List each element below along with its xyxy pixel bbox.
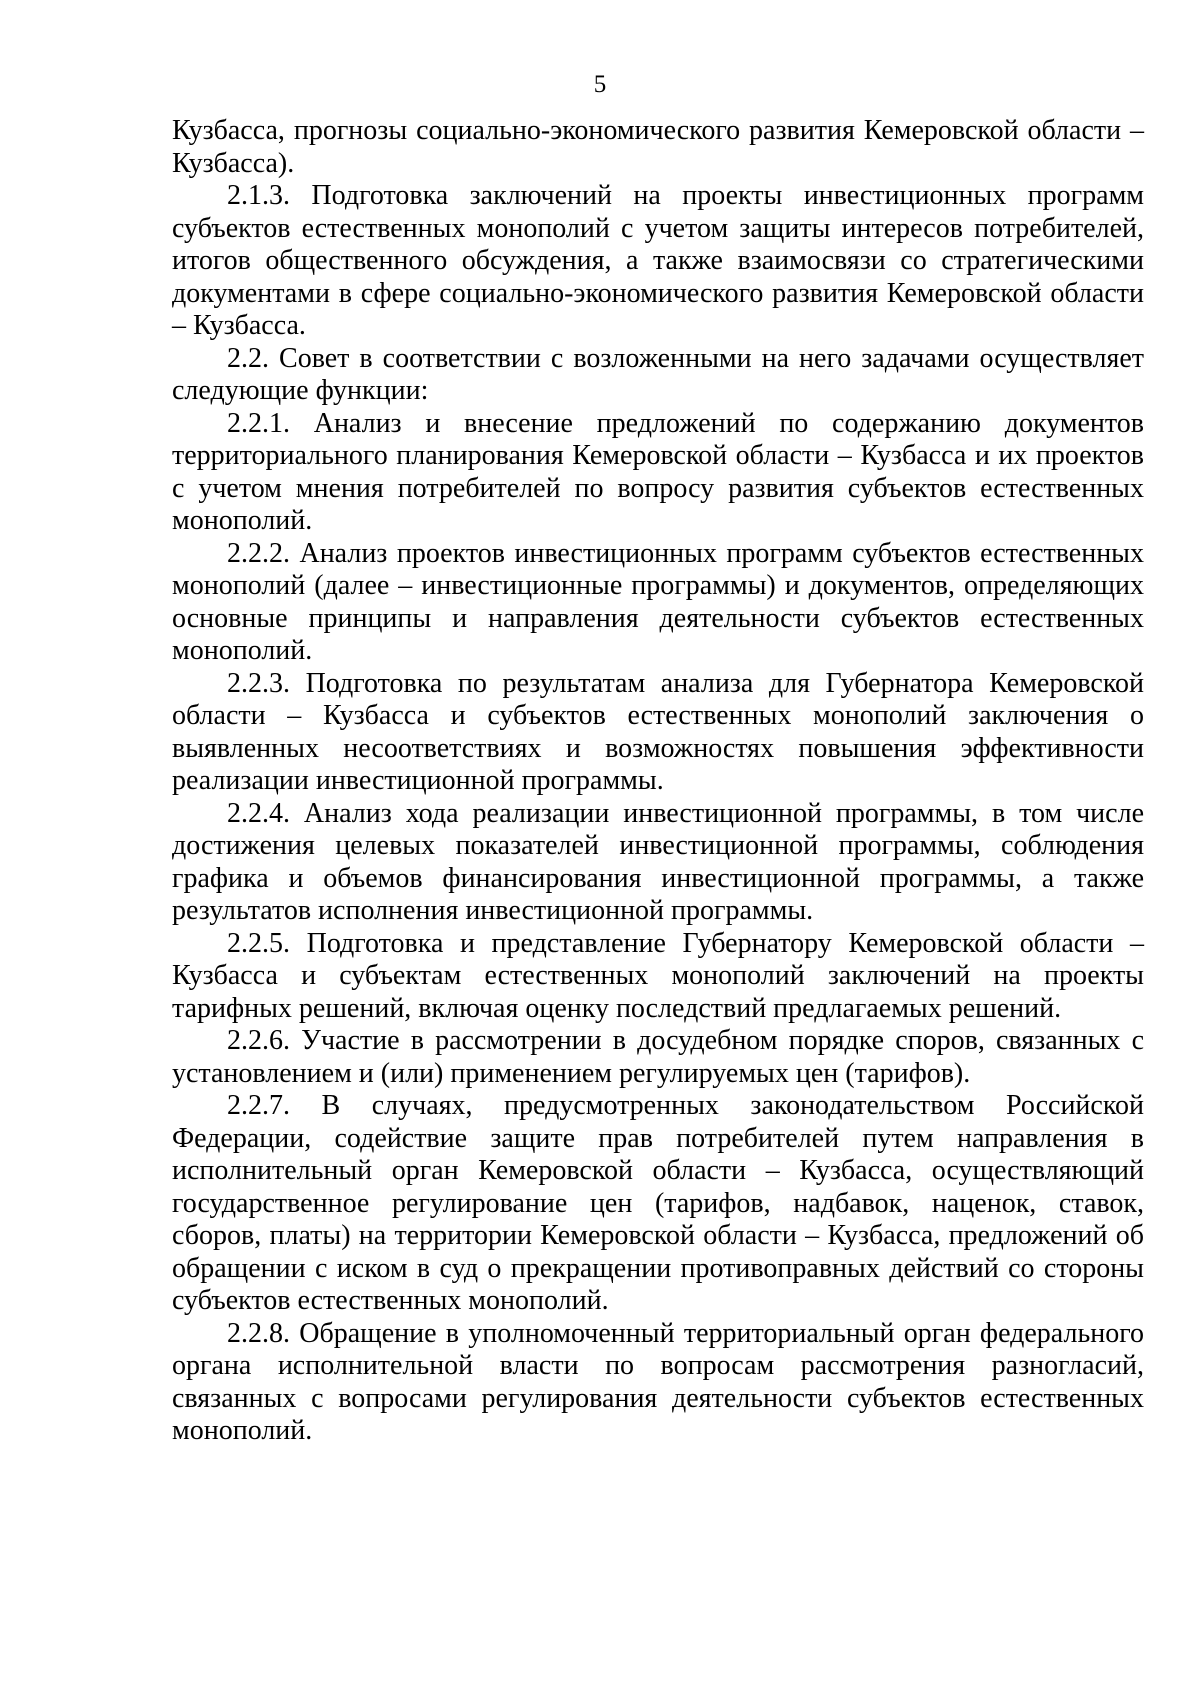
paragraph-2-2-5: 2.2.5. Подготовка и представление Губернатору Кемеровской области – Кузбасса и субъектам естественных монополий заключений на проекты тарифных решений, включая оценку последствий предлагаемых решений. xyxy=(172,927,1144,1024)
paragraph-2-2-7: 2.2.7. В случаях, предусмотренных законодательством Российской Федерации, содействие защите прав потребителей путем направления в исполнительный орган Кемеровской области – Кузбасса, осуществляющий государственное регулирование цен (тарифов, надбавок, наценок, ставок, сборов, платы) на территории Кемеровской области – Кузбасса, предложений об обращении с иском в суд о прекращении противоправных действий со стороны субъектов естественных монополий. xyxy=(172,1090,1144,1316)
paragraph-2-2-3: 2.2.3. Подготовка по результатам анализа для Губернатора Кемеровской области – Кузбасса и субъектов естественных монополий заключения о выявленных несоответствиях и возможностях повышения эффективности реализации инвестиционной программы. xyxy=(172,667,1144,796)
paragraph-2-2-2: 2.2.2. Анализ проектов инвестиционных программ субъектов естественных монополий (далее – инвестиционные программы) и документов, определяющих основные принципы и направления деятельности субъектов естественных монополий. xyxy=(172,537,1144,666)
document-body xyxy=(172,115,1144,1448)
paragraph-2-2-8: 2.2.8. Обращение в уполномоченный территориальный орган федерального органа исполнительной власти по вопросам рассмотрения разногласий, связанных с вопросами регулирования деятельности субъектов естественных монополий. xyxy=(172,1317,1144,1446)
paragraph-2-2: 2.2. Совет в соответствии с возложенными на него задачами осуществляет следующие функции: xyxy=(172,342,1144,406)
paragraph-2-1-3: 2.1.3. Подготовка заключений на проекты инвестиционных программ субъектов естественных монополий с учетом защиты интересов потребителей, итогов общественного обсуждения, а также взаимосвязи со стратегическими документами в сфере социально-экономического развития Кемеровской области – Кузбасса. xyxy=(172,180,1144,341)
paragraph-2-2-6: 2.2.6. Участие в рассмотрении в досудебном порядке споров, связанных с установлением и (или) применением регулируемых цен (тарифов). xyxy=(172,1025,1144,1089)
paragraph-2-2-1: 2.2.1. Анализ и внесение предложений по содержанию документов территориального планирования Кемеровской области – Кузбасса и их проектов с учетом мнения потребителей по вопросу развития субъектов естественных монополий. xyxy=(172,407,1144,536)
page-number: 5 xyxy=(593,71,607,98)
paragraph-continuation: Кузбасса, прогнозы социально-экономического развития Кемеровской области – Кузбасса). xyxy=(172,115,1144,179)
paragraph-2-2-4: 2.2.4. Анализ хода реализации инвестиционной программы, в том числе достижения целевых показателей инвестиционной программы, соблюдения графика и объемов финансирования инвестиционной программы, а также результатов исполнения инвестиционной программы. xyxy=(172,797,1144,926)
